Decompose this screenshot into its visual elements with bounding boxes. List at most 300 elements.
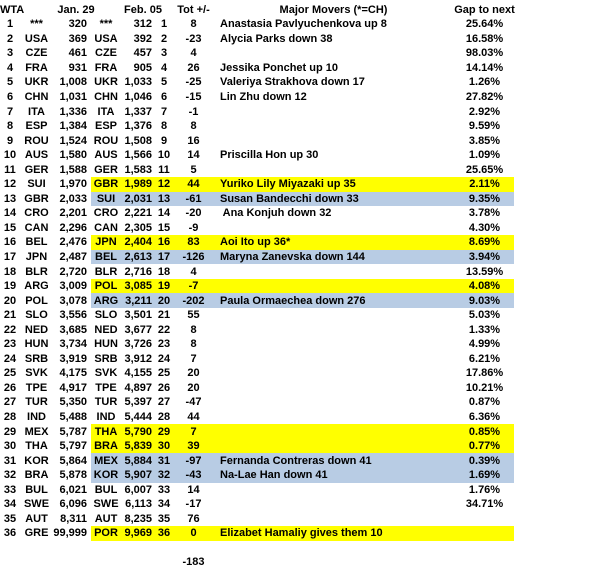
cell-rank[interactable]: 26	[3, 381, 17, 394]
cell-gap-to-next[interactable]	[455, 526, 514, 541]
cell-points-feb[interactable]: 5,790	[121, 424, 153, 439]
header-major-movers[interactable]: Major Movers (*=CH)	[279, 4, 388, 16]
cell-rank[interactable]: 2	[6, 32, 14, 45]
cell-points-jan[interactable]: 6,096	[59, 498, 87, 511]
cell-country-feb[interactable]: ARG	[91, 293, 121, 308]
cell-country-feb[interactable]: SVK	[94, 367, 118, 380]
cell-total-change[interactable]: 5	[190, 163, 197, 176]
cell-gap-to-next[interactable]: 14.14%	[465, 61, 504, 74]
cell-country-feb[interactable]: POL	[91, 279, 121, 294]
cell-country-feb[interactable]: GBR	[91, 177, 121, 192]
cell-country-jan[interactable]: ITA	[28, 105, 45, 118]
cell-total-change[interactable]: -61	[175, 192, 212, 207]
cell-rank[interactable]: 6	[6, 91, 14, 103]
cell-rank[interactable]: 21	[3, 309, 17, 322]
cell-points-feb[interactable]: 392	[133, 32, 152, 45]
header-wta[interactable]: WTA	[0, 4, 25, 16]
cell-points-feb[interactable]: 457	[133, 47, 152, 60]
cell-country-jan[interactable]: USA	[24, 32, 49, 45]
cell-country-jan[interactable]: KOR	[24, 454, 49, 467]
cell-country-feb[interactable]: CHN	[94, 91, 118, 103]
cell-major-mover[interactable]	[212, 395, 455, 410]
header-gap-to-next[interactable]: Gap to next	[454, 4, 515, 16]
cell-total-change[interactable]: 0	[175, 526, 212, 541]
cell-gap-to-next[interactable]: 16.58%	[465, 32, 504, 45]
cell-total-change[interactable]: -7	[175, 279, 212, 294]
cell-major-mover[interactable]: Yuriko Lily Miyazaki up 35	[212, 177, 455, 192]
cell-points-feb[interactable]: 1,989	[121, 177, 153, 192]
cell-country-jan[interactable]: TPE	[25, 381, 48, 394]
cell-country-jan[interactable]: BRA	[24, 469, 49, 482]
cell-rank-feb[interactable]: 14	[157, 207, 171, 220]
cell-rank-feb[interactable]: 12	[153, 177, 175, 192]
cell-points-feb[interactable]: 3,726	[124, 338, 152, 351]
cell-major-mover[interactable]	[212, 264, 455, 279]
cell-total-change[interactable]: 8	[190, 18, 197, 31]
cell-rank[interactable]: 7	[6, 105, 14, 118]
cell-points-feb[interactable]: 1,046	[124, 91, 152, 103]
cell-major-mover[interactable]	[212, 424, 455, 439]
cell-country-jan[interactable]: SWE	[23, 498, 50, 511]
cell-points-feb[interactable]: 905	[133, 61, 152, 74]
cell-rank-feb[interactable]: 19	[153, 279, 175, 294]
cell-points-feb[interactable]: 1,376	[124, 120, 152, 133]
cell-country-feb[interactable]: TUR	[94, 396, 118, 409]
cell-points-feb[interactable]: 8,235	[124, 512, 152, 525]
cell-major-mover[interactable]	[212, 483, 455, 498]
cell-points-jan[interactable]: 3,734	[59, 338, 87, 351]
cell-gap-to-next[interactable]: 0.87%	[468, 396, 501, 409]
cell-points-feb[interactable]: 9,969	[121, 526, 153, 541]
cell-points-jan[interactable]: 4,175	[59, 367, 87, 380]
cell-country-feb[interactable]: MEX	[91, 453, 121, 468]
cell-total-change[interactable]: -25	[185, 76, 202, 89]
cell-major-mover[interactable]: Lin Zhu down 12	[220, 91, 307, 103]
cell-points-jan[interactable]: 1,008	[59, 76, 87, 89]
cell-country-feb[interactable]: ROU	[93, 134, 119, 147]
cell-total-change[interactable]: -47	[185, 396, 202, 409]
cell-country-jan[interactable]: HUN	[24, 338, 49, 351]
cell-points-jan[interactable]: 3,009	[59, 280, 87, 293]
cell-total-change[interactable]: 14	[187, 149, 200, 162]
cell-rank[interactable]: 34	[3, 498, 17, 511]
cell-rank-feb[interactable]: 4	[160, 61, 168, 74]
cell-major-mover[interactable]	[212, 410, 455, 425]
cell-country-feb[interactable]: AUS	[94, 149, 118, 162]
cell-points-feb[interactable]: 5,839	[121, 439, 153, 454]
cell-points-feb[interactable]: 3,085	[121, 279, 153, 294]
cell-country-jan[interactable]: SRB	[24, 352, 49, 365]
cell-country-feb[interactable]: SWE	[93, 498, 119, 511]
cell-country-jan[interactable]: SVK	[25, 367, 48, 380]
cell-total-change[interactable]: -15	[185, 91, 202, 103]
cell-rank-feb[interactable]: 27	[157, 396, 171, 409]
cell-country-jan[interactable]: CZE	[25, 47, 48, 60]
cell-rank-feb[interactable]: 15	[157, 221, 171, 234]
cell-rank-feb[interactable]: 21	[157, 309, 171, 322]
cell-points-jan[interactable]: 369	[68, 32, 87, 45]
cell-major-mover[interactable]: Fernanda Contreras down 41	[212, 453, 455, 468]
cell-country-jan[interactable]: BUL	[25, 483, 48, 496]
cell-major-mover[interactable]: Aoi Ito up 36*	[212, 235, 455, 250]
cell-points-jan[interactable]: 4,917	[59, 381, 87, 394]
cell-total-change[interactable]: 20	[187, 367, 200, 380]
cell-major-mover[interactable]	[212, 162, 455, 177]
cell-gap-to-next[interactable]: 17.86%	[465, 367, 504, 380]
cell-points-feb[interactable]: 1,566	[124, 149, 152, 162]
cell-country-feb[interactable]: AUT	[94, 512, 118, 525]
cell-points-feb[interactable]: 5,444	[124, 411, 152, 424]
cell-rank[interactable]: 15	[3, 221, 17, 234]
cell-rank[interactable]: 28	[3, 411, 17, 424]
cell-points-jan[interactable]: 5,350	[59, 396, 87, 409]
cell-country-feb[interactable]: THA	[91, 424, 121, 439]
cell-points-feb[interactable]: 1,337	[124, 105, 152, 118]
cell-rank-feb[interactable]: 25	[157, 367, 171, 380]
cell-points-feb[interactable]: 5,884	[121, 453, 153, 468]
cell-points-jan[interactable]: 2,476	[59, 236, 87, 249]
cell-total-change[interactable]: -43	[175, 468, 212, 483]
cell-country-feb[interactable]: KOR	[91, 468, 121, 483]
cell-rank[interactable]: 9	[6, 134, 14, 147]
cell-country-feb[interactable]: HUN	[94, 338, 118, 351]
cell-total-change[interactable]: -202	[175, 293, 212, 308]
cell-points-feb[interactable]: 2,404	[121, 235, 153, 250]
cell-country-feb[interactable]: UKR	[94, 76, 118, 89]
cell-total-change[interactable]: 8	[190, 120, 197, 133]
cell-major-mover[interactable]	[212, 104, 455, 119]
cell-gap-to-next[interactable]: 2.11%	[455, 177, 514, 192]
cell-country-feb[interactable]: FRA	[94, 61, 118, 74]
cell-gap-to-next[interactable]: 4.99%	[468, 338, 501, 351]
cell-major-mover[interactable]	[212, 119, 455, 134]
cell-gap-to-next[interactable]: 8.69%	[455, 235, 514, 250]
cell-points-jan[interactable]: 3,556	[59, 309, 87, 322]
cell-rank-feb[interactable]: 9	[160, 134, 168, 147]
cell-country-jan[interactable]: AUT	[25, 512, 48, 525]
cell-total-change[interactable]: 55	[187, 309, 200, 322]
cell-country-jan[interactable]: FRA	[25, 61, 48, 74]
cell-rank[interactable]: 24	[3, 352, 17, 365]
cell-rank[interactable]: 3	[6, 47, 14, 60]
cell-country-jan[interactable]: TUR	[25, 396, 48, 409]
cell-country-feb[interactable]: TPE	[95, 381, 117, 394]
cell-major-mover[interactable]: Paula Ormaechea down 276	[212, 293, 455, 308]
cell-gap-to-next[interactable]: 98.03%	[465, 47, 504, 60]
cell-major-mover[interactable]	[212, 512, 455, 527]
cell-points-jan[interactable]: 99,999	[53, 527, 87, 540]
cell-country-jan[interactable]: CRO	[24, 207, 49, 220]
cell-country-feb[interactable]: BLR	[94, 265, 118, 278]
cell-points-feb[interactable]: 2,716	[124, 265, 152, 278]
cell-gap-to-next[interactable]: 5.03%	[468, 309, 501, 322]
cell-country-feb[interactable]: IND	[96, 411, 116, 424]
cell-country-feb[interactable]: CAN	[94, 221, 118, 234]
cell-gap-to-next[interactable]: 9.03%	[455, 293, 514, 308]
cell-points-jan[interactable]: 5,864	[59, 454, 87, 467]
cell-major-mover[interactable]	[212, 279, 455, 294]
cell-country-jan[interactable]: ARG	[24, 280, 49, 293]
cell-country-feb[interactable]: GER	[94, 163, 118, 176]
cell-rank-feb[interactable]: 18	[157, 265, 171, 278]
cell-points-jan[interactable]: 1,580	[59, 149, 87, 162]
cell-rank[interactable]: 36	[3, 527, 17, 540]
cell-rank-feb[interactable]: 36	[153, 526, 175, 541]
total-change-sum[interactable]: -183	[182, 555, 205, 568]
cell-total-change[interactable]: 7	[190, 352, 197, 365]
cell-country-jan[interactable]: GBR	[24, 192, 49, 205]
cell-points-jan[interactable]: 2,487	[59, 251, 87, 264]
cell-points-jan[interactable]: 1,970	[59, 178, 87, 191]
cell-country-feb[interactable]: CRO	[93, 207, 119, 220]
cell-points-feb[interactable]: 5,397	[124, 396, 152, 409]
cell-points-feb[interactable]: 1,033	[124, 76, 152, 89]
cell-points-jan[interactable]: 5,488	[59, 411, 87, 424]
cell-rank[interactable]: 31	[3, 454, 17, 467]
cell-country-feb[interactable]: SRB	[94, 352, 118, 365]
cell-total-change[interactable]: 8	[190, 323, 197, 336]
cell-major-mover[interactable]: Valeriya Strakhova down 17	[220, 76, 365, 89]
cell-country-jan[interactable]: SUI	[27, 178, 46, 191]
cell-points-jan[interactable]: 3,685	[59, 323, 87, 336]
cell-country-jan[interactable]: NED	[24, 323, 49, 336]
cell-rank[interactable]: 30	[3, 440, 17, 453]
cell-major-mover[interactable]: Susan Bandecchi down 33	[212, 192, 455, 207]
cell-gap-to-next[interactable]: 10.21%	[465, 381, 504, 394]
cell-rank-feb[interactable]: 32	[153, 468, 175, 483]
cell-rank[interactable]: 10	[3, 149, 17, 162]
cell-points-jan[interactable]: 5,878	[59, 469, 87, 482]
cell-total-change[interactable]: -17	[185, 498, 202, 511]
cell-major-mover[interactable]: Alycia Parks down 38	[220, 32, 333, 45]
cell-major-mover[interactable]	[212, 366, 455, 381]
cell-gap-to-next[interactable]: 0.85%	[455, 424, 514, 439]
cell-major-mover[interactable]: Na-Lae Han down 41	[212, 468, 455, 483]
cell-major-mover[interactable]	[212, 497, 455, 512]
cell-country-jan[interactable]: MEX	[24, 425, 49, 438]
cell-country-feb[interactable]: SUI	[91, 192, 121, 207]
cell-points-feb[interactable]: 3,501	[124, 309, 152, 322]
cell-country-jan[interactable]: ESP	[25, 120, 48, 133]
cell-total-change[interactable]: 16	[187, 134, 200, 147]
cell-points-jan[interactable]: 1,031	[59, 91, 87, 103]
cell-gap-to-next[interactable]: 1.33%	[468, 323, 501, 336]
cell-major-mover[interactable]: Anastasia Pavlyuchenkova up 8	[220, 18, 387, 31]
cell-major-mover[interactable]	[212, 322, 455, 337]
cell-points-feb[interactable]: 5,907	[121, 468, 153, 483]
cell-rank-feb[interactable]: 33	[157, 483, 171, 496]
cell-total-change[interactable]: 14	[187, 483, 200, 496]
cell-gap-to-next[interactable]: 1.26%	[468, 76, 501, 89]
cell-rank[interactable]: 11	[4, 163, 16, 176]
header-tot-change[interactable]: Tot +/-	[177, 4, 210, 16]
cell-country-feb[interactable]: ITA	[97, 105, 115, 118]
cell-rank-feb[interactable]: 13	[153, 192, 175, 207]
cell-rank-feb[interactable]: 11	[158, 163, 170, 176]
cell-points-jan[interactable]: 2,296	[59, 221, 87, 234]
cell-points-jan[interactable]: 2,720	[59, 265, 87, 278]
cell-rank-feb[interactable]: 10	[157, 149, 171, 162]
header-jan-29[interactable]: Jan. 29	[57, 4, 95, 16]
cell-major-mover[interactable]: Priscilla Hon up 30	[220, 149, 319, 162]
cell-country-feb[interactable]: NED	[94, 323, 118, 336]
cell-major-mover[interactable]	[212, 308, 455, 323]
cell-gap-to-next[interactable]: 6.21%	[468, 352, 501, 365]
cell-country-jan[interactable]: THA	[25, 440, 48, 453]
cell-total-change[interactable]: 44	[175, 177, 212, 192]
cell-country-feb[interactable]: BRA	[91, 439, 121, 454]
cell-gap-to-next[interactable]: 13.59%	[465, 265, 504, 278]
cell-points-feb[interactable]: 6,007	[124, 483, 152, 496]
cell-rank[interactable]: 4	[6, 61, 14, 74]
cell-rank-feb[interactable]: 5	[160, 76, 168, 89]
cell-points-jan[interactable]: 931	[68, 61, 87, 74]
cell-points-jan[interactable]: 3,919	[59, 352, 87, 365]
cell-total-change[interactable]: 8	[190, 338, 197, 351]
cell-rank-feb[interactable]: 26	[157, 381, 171, 394]
cell-country-jan[interactable]: JPN	[25, 251, 48, 264]
cell-rank[interactable]: 25	[3, 367, 17, 380]
cell-country-jan[interactable]: IND	[27, 411, 46, 424]
cell-gap-to-next[interactable]: 1.09%	[468, 149, 501, 162]
cell-country-jan[interactable]: AUS	[24, 149, 49, 162]
cell-points-feb[interactable]: 2,221	[124, 207, 152, 220]
cell-rank[interactable]: 20	[3, 294, 17, 307]
cell-rank-feb[interactable]: 1	[160, 18, 168, 31]
cell-gap-to-next[interactable]: 4.30%	[468, 221, 501, 234]
cell-rank[interactable]: 35	[3, 512, 17, 525]
cell-points-jan[interactable]: 5,787	[59, 425, 87, 438]
cell-country-jan[interactable]: CAN	[24, 221, 49, 234]
cell-total-change[interactable]: 4	[190, 265, 197, 278]
cell-total-change[interactable]: -20	[185, 207, 202, 220]
cell-points-jan[interactable]: 2,201	[59, 207, 87, 220]
cell-total-change[interactable]: -9	[188, 221, 199, 234]
cell-total-change[interactable]: 20	[187, 381, 200, 394]
cell-rank[interactable]: 17	[3, 251, 17, 264]
cell-country-jan[interactable]: GRE	[24, 527, 49, 540]
cell-major-mover[interactable]	[212, 133, 455, 148]
cell-rank[interactable]: 27	[3, 396, 17, 409]
cell-rank-feb[interactable]: 16	[153, 235, 175, 250]
cell-points-feb[interactable]: 2,031	[121, 192, 153, 207]
cell-points-feb[interactable]: 4,155	[124, 367, 152, 380]
cell-points-feb[interactable]: 2,305	[124, 221, 152, 234]
cell-points-jan[interactable]: 1,384	[59, 120, 87, 133]
cell-gap-to-next[interactable]: 25.64%	[465, 18, 504, 31]
cell-points-jan[interactable]: 5,797	[59, 440, 87, 453]
cell-total-change[interactable]: 4	[190, 47, 197, 60]
cell-rank-feb[interactable]: 17	[153, 250, 175, 265]
cell-country-feb[interactable]: ESP	[94, 120, 117, 133]
cell-major-mover[interactable]: Maryna Zanevska down 144	[212, 250, 455, 265]
cell-gap-to-next[interactable]: 27.82%	[465, 91, 504, 103]
cell-rank[interactable]: 16	[3, 236, 17, 249]
cell-major-mover[interactable]: Elizabet Hamaliy gives them 10	[212, 526, 455, 541]
cell-points-feb[interactable]: 1,583	[124, 163, 152, 176]
cell-rank[interactable]: 33	[3, 483, 17, 496]
cell-points-feb[interactable]: 312	[133, 18, 152, 31]
cell-country-feb[interactable]: BUL	[94, 483, 118, 496]
cell-rank-feb[interactable]: 3	[160, 47, 168, 60]
cell-total-change[interactable]: 39	[175, 439, 212, 454]
cell-total-change[interactable]: -126	[175, 250, 212, 265]
cell-rank-feb[interactable]: 7	[160, 105, 168, 118]
cell-points-feb[interactable]: 6,113	[125, 498, 152, 511]
cell-rank[interactable]: 14	[3, 207, 17, 220]
cell-rank-feb[interactable]: 2	[160, 32, 168, 45]
cell-rank-feb[interactable]: 8	[160, 120, 168, 133]
cell-major-mover[interactable]: Jessika Ponchet up 10	[220, 61, 338, 74]
cell-points-jan[interactable]: 2,033	[59, 192, 87, 205]
header-feb-05[interactable]: Feb. 05	[124, 4, 162, 16]
cell-rank[interactable]: 18	[3, 265, 17, 278]
cell-points-feb[interactable]: 4,897	[124, 381, 152, 394]
cell-rank[interactable]: 13	[3, 192, 17, 205]
cell-country-jan[interactable]: BEL	[25, 236, 48, 249]
cell-rank[interactable]: 19	[3, 280, 17, 293]
cell-points-feb[interactable]: 3,912	[124, 352, 152, 365]
cell-gap-to-next[interactable]: 6.36%	[468, 411, 501, 424]
cell-rank-feb[interactable]: 20	[153, 293, 175, 308]
cell-major-mover[interactable]	[212, 46, 455, 61]
cell-rank[interactable]: 22	[3, 323, 17, 336]
cell-country-feb[interactable]: CZE	[95, 47, 117, 60]
cell-gap-to-next[interactable]: 0.39%	[455, 453, 514, 468]
cell-rank-feb[interactable]: 31	[153, 453, 175, 468]
cell-country-feb[interactable]: POR	[91, 526, 121, 541]
cell-country-jan[interactable]: POL	[25, 294, 48, 307]
cell-points-jan[interactable]: 6,021	[59, 483, 87, 496]
cell-major-mover[interactable]	[212, 221, 455, 236]
cell-points-feb[interactable]: 3,677	[124, 323, 152, 336]
cell-gap-to-next[interactable]: 34.71%	[465, 498, 504, 511]
cell-rank[interactable]: 5	[6, 76, 14, 89]
cell-country-jan[interactable]: BLR	[25, 265, 48, 278]
cell-rank-feb[interactable]: 22	[157, 323, 171, 336]
cell-rank[interactable]: 12	[3, 178, 17, 191]
cell-gap-to-next[interactable]: 25.65%	[465, 163, 504, 176]
cell-country-feb[interactable]: ***	[99, 18, 113, 31]
cell-country-jan[interactable]: ROU	[24, 134, 49, 147]
cell-rank[interactable]: 23	[3, 338, 17, 351]
cell-total-change[interactable]: -23	[185, 32, 202, 45]
cell-points-jan[interactable]: 320	[68, 18, 87, 31]
cell-gap-to-next[interactable]	[455, 512, 514, 527]
cell-gap-to-next[interactable]: 0.77%	[455, 439, 514, 454]
cell-rank[interactable]: 32	[3, 469, 17, 482]
cell-gap-to-next[interactable]: 2.92%	[468, 105, 501, 118]
cell-points-feb[interactable]: 1,508	[124, 134, 152, 147]
cell-country-feb[interactable]: JPN	[91, 235, 121, 250]
cell-country-feb[interactable]: USA	[94, 32, 118, 45]
cell-points-feb[interactable]: 2,613	[121, 250, 153, 265]
cell-total-change[interactable]: -1	[188, 105, 199, 118]
cell-rank[interactable]: 8	[6, 120, 14, 133]
cell-country-jan[interactable]: CHN	[24, 91, 49, 103]
cell-major-mover[interactable]	[212, 337, 455, 352]
cell-rank-feb[interactable]: 35	[157, 512, 171, 525]
cell-gap-to-next[interactable]: 9.59%	[468, 120, 501, 133]
cell-country-jan[interactable]: GER	[24, 163, 49, 176]
cell-rank[interactable]: 29	[3, 425, 17, 438]
cell-gap-to-next[interactable]: 3.94%	[455, 250, 514, 265]
cell-gap-to-next[interactable]: 3.78%	[468, 207, 501, 220]
cell-rank-feb[interactable]: 6	[160, 91, 168, 103]
cell-rank-feb[interactable]: 23	[157, 338, 171, 351]
cell-rank-feb[interactable]: 28	[157, 411, 171, 424]
cell-rank-feb[interactable]: 24	[157, 352, 171, 365]
